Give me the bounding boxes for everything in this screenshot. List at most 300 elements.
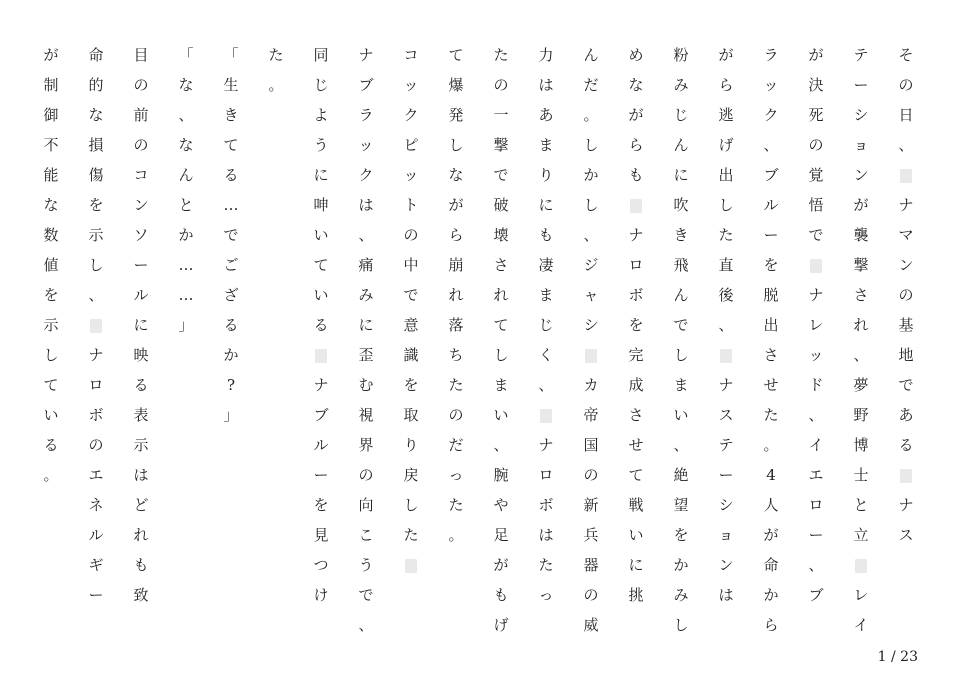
text-character: 、 bbox=[358, 616, 374, 634]
text-character: る bbox=[898, 436, 914, 454]
text-character: っ bbox=[448, 466, 464, 484]
text-character: ョ bbox=[853, 136, 869, 154]
text-character: ク bbox=[358, 166, 374, 184]
text-character: し bbox=[718, 196, 734, 214]
text-character: い bbox=[313, 226, 329, 244]
text-character: 映 bbox=[133, 346, 149, 364]
text-character: ル bbox=[763, 196, 779, 214]
text-character: 中 bbox=[403, 256, 419, 274]
text-character: 、 bbox=[763, 136, 779, 154]
text-character: ピ bbox=[403, 136, 419, 154]
text-character: か bbox=[583, 166, 599, 184]
text-character: り bbox=[538, 166, 554, 184]
text-character: を bbox=[763, 256, 779, 274]
text-character: じ bbox=[538, 316, 554, 334]
text-character: ナ bbox=[808, 286, 824, 304]
text-character: で bbox=[493, 166, 509, 184]
text-character: ク bbox=[763, 106, 779, 124]
text-character: を bbox=[88, 196, 104, 214]
text-character: が bbox=[628, 106, 644, 124]
text-character: 地 bbox=[898, 346, 914, 364]
text-character: 逃 bbox=[718, 106, 734, 124]
text-character: の bbox=[448, 406, 464, 424]
text-character: れ bbox=[133, 526, 149, 544]
text-character: 撃 bbox=[853, 256, 869, 274]
text-character: に bbox=[538, 196, 554, 214]
text-character: の bbox=[493, 76, 509, 94]
text-character: ラ bbox=[763, 46, 779, 64]
text-character: 命 bbox=[88, 46, 104, 64]
text-character: 、 bbox=[538, 376, 554, 394]
text-character: む bbox=[358, 376, 374, 394]
text-character: る bbox=[223, 166, 239, 184]
text-character: 、 bbox=[493, 436, 509, 454]
text-character: 損 bbox=[88, 136, 104, 154]
text-character: ナ bbox=[898, 496, 914, 514]
text-character: 爆 bbox=[448, 76, 464, 94]
text-character: 。 bbox=[448, 526, 464, 544]
text-character: に bbox=[358, 316, 374, 334]
text-column bbox=[174, 40, 198, 340]
text-character: し bbox=[673, 616, 689, 634]
text-character: る bbox=[313, 316, 329, 334]
text-character: 崩 bbox=[448, 256, 464, 274]
text-character: 覚 bbox=[808, 166, 824, 184]
text-character: た bbox=[268, 46, 284, 64]
text-character: 御 bbox=[43, 106, 59, 124]
text-character: に bbox=[673, 166, 689, 184]
text-character: な bbox=[628, 76, 644, 94]
text-character: か bbox=[673, 556, 689, 574]
text-character: や bbox=[493, 496, 509, 514]
text-character: ま bbox=[538, 136, 554, 154]
text-character: シ bbox=[853, 106, 869, 124]
text-character: る bbox=[133, 376, 149, 394]
text-character: 致 bbox=[133, 586, 149, 604]
text-character: 。 bbox=[763, 436, 779, 454]
text-character: で bbox=[898, 376, 914, 394]
text-character: … bbox=[223, 196, 239, 214]
text-character: の bbox=[133, 136, 149, 154]
text-column bbox=[669, 40, 693, 640]
text-character: に bbox=[313, 166, 329, 184]
text-character: 出 bbox=[718, 166, 734, 184]
text-character: 界 bbox=[358, 436, 374, 454]
text-character: の bbox=[583, 586, 599, 604]
redacted-character bbox=[894, 460, 918, 490]
text-character: に bbox=[628, 556, 644, 574]
text-character: 絶 bbox=[673, 466, 689, 484]
text-character: て bbox=[493, 316, 509, 334]
text-character: 、 bbox=[898, 136, 914, 154]
text-character: 識 bbox=[403, 346, 419, 364]
text-column bbox=[894, 40, 918, 550]
text-character: 成 bbox=[628, 376, 644, 394]
text-character: ブ bbox=[313, 406, 329, 424]
text-character: う bbox=[358, 556, 374, 574]
text-character: で bbox=[673, 316, 689, 334]
text-character: が bbox=[718, 46, 734, 64]
text-character: 壊 bbox=[493, 226, 509, 244]
text-character: ご bbox=[223, 256, 239, 274]
text-character: 戦 bbox=[628, 496, 644, 514]
text-character: 示 bbox=[43, 316, 59, 334]
text-character: っ bbox=[538, 586, 554, 604]
text-character: げ bbox=[718, 136, 734, 154]
text-character: 、 bbox=[583, 226, 599, 244]
text-column bbox=[849, 40, 873, 640]
text-character: こ bbox=[358, 526, 374, 544]
text-character: 向 bbox=[358, 496, 374, 514]
text-character: 意 bbox=[403, 316, 419, 334]
text-character: く bbox=[538, 346, 554, 364]
text-character: も bbox=[538, 226, 554, 244]
text-character: で bbox=[223, 226, 239, 244]
text-character: ー bbox=[808, 526, 824, 544]
text-character: ち bbox=[448, 346, 464, 364]
text-character: 制 bbox=[43, 76, 59, 94]
text-character: 撃 bbox=[493, 136, 509, 154]
text-column bbox=[309, 40, 333, 610]
text-character: 4 bbox=[766, 466, 776, 484]
text-character: ? bbox=[226, 376, 236, 394]
text-character: 同 bbox=[313, 46, 329, 64]
text-character: の bbox=[358, 466, 374, 484]
text-character: の bbox=[898, 286, 914, 304]
text-character: し bbox=[583, 136, 599, 154]
text-character: ス bbox=[718, 406, 734, 424]
text-character: の bbox=[88, 436, 104, 454]
text-character: 発 bbox=[448, 106, 464, 124]
redacted-character bbox=[309, 340, 333, 370]
text-character: 戻 bbox=[403, 466, 419, 484]
text-character: が bbox=[763, 526, 779, 544]
text-character: み bbox=[673, 586, 689, 604]
text-column bbox=[804, 40, 828, 610]
text-character: 力 bbox=[538, 46, 554, 64]
text-character: ス bbox=[898, 526, 914, 544]
text-character: 飛 bbox=[673, 256, 689, 274]
text-character: は bbox=[133, 466, 149, 484]
redacted-character bbox=[84, 310, 108, 340]
text-character: 、 bbox=[673, 436, 689, 454]
text-character: れ bbox=[448, 286, 464, 304]
text-character: ら bbox=[628, 136, 644, 154]
text-character: 。 bbox=[43, 466, 59, 484]
text-character: マ bbox=[898, 226, 914, 244]
text-character: 決 bbox=[808, 76, 824, 94]
text-character: い bbox=[493, 406, 509, 424]
text-character: ら bbox=[763, 616, 779, 634]
text-character: ま bbox=[673, 376, 689, 394]
text-column bbox=[489, 40, 513, 640]
text-character: さ bbox=[853, 286, 869, 304]
text-character: … bbox=[178, 286, 194, 304]
text-character: 「 bbox=[178, 46, 194, 64]
text-character: ギ bbox=[88, 556, 104, 574]
text-column bbox=[714, 40, 738, 610]
text-character: て bbox=[313, 256, 329, 274]
text-character: ル bbox=[88, 526, 104, 544]
text-character: れ bbox=[853, 316, 869, 334]
text-character: た bbox=[493, 46, 509, 64]
text-character: 、 bbox=[358, 226, 374, 244]
text-character: の bbox=[133, 76, 149, 94]
text-character: ん bbox=[178, 166, 194, 184]
text-character: じ bbox=[313, 76, 329, 94]
text-character: ん bbox=[583, 46, 599, 64]
text-character: テ bbox=[853, 46, 869, 64]
text-character: ロ bbox=[628, 256, 644, 274]
text-character: 生 bbox=[223, 76, 239, 94]
text-character: 、 bbox=[178, 106, 194, 124]
text-character: ナ bbox=[898, 196, 914, 214]
text-character: 望 bbox=[673, 496, 689, 514]
text-character: は bbox=[538, 526, 554, 544]
text-character: が bbox=[448, 196, 464, 214]
text-character: 取 bbox=[403, 406, 419, 424]
text-character: を bbox=[403, 376, 419, 394]
text-character: だ bbox=[583, 76, 599, 94]
text-character: イ bbox=[808, 436, 824, 454]
text-character: て bbox=[448, 46, 464, 64]
text-character: ャ bbox=[583, 286, 599, 304]
redacted-character bbox=[534, 400, 558, 430]
redacted-character bbox=[894, 160, 918, 190]
text-column bbox=[759, 40, 783, 640]
text-character: 腕 bbox=[493, 466, 509, 484]
text-character: ル bbox=[313, 436, 329, 454]
text-character: 目 bbox=[133, 46, 149, 64]
text-character: 死 bbox=[808, 106, 824, 124]
text-character: 表 bbox=[133, 406, 149, 424]
text-column bbox=[624, 40, 648, 610]
text-character: 足 bbox=[493, 526, 509, 544]
text-column bbox=[444, 40, 468, 550]
text-character: 視 bbox=[358, 406, 374, 424]
text-character: な bbox=[178, 76, 194, 94]
text-character: 完 bbox=[628, 346, 644, 364]
text-character: 襲 bbox=[853, 226, 869, 244]
redacted-character bbox=[714, 340, 738, 370]
text-character: の bbox=[583, 466, 599, 484]
text-character: な bbox=[88, 106, 104, 124]
text-character: た bbox=[718, 226, 734, 244]
text-character: コ bbox=[133, 166, 149, 184]
text-character: う bbox=[313, 136, 329, 154]
text-character: ラ bbox=[358, 106, 374, 124]
text-character: ん bbox=[673, 286, 689, 304]
text-character: 立 bbox=[853, 526, 869, 544]
text-character: シ bbox=[583, 316, 599, 334]
text-character: が bbox=[808, 46, 824, 64]
text-character: ナ bbox=[718, 376, 734, 394]
vertical-text-body bbox=[38, 40, 918, 640]
text-character: け bbox=[313, 586, 329, 604]
text-character: ナ bbox=[358, 46, 374, 64]
text-character: た bbox=[763, 406, 779, 424]
text-character: で bbox=[403, 286, 419, 304]
text-character: 器 bbox=[583, 556, 599, 574]
text-character: さ bbox=[493, 256, 509, 274]
text-character: み bbox=[673, 76, 689, 94]
text-character: ッ bbox=[808, 346, 824, 364]
text-character: ー bbox=[313, 466, 329, 484]
text-character: げ bbox=[493, 616, 509, 634]
text-character: て bbox=[223, 136, 239, 154]
text-character: 、 bbox=[808, 556, 824, 574]
text-character: も bbox=[628, 166, 644, 184]
text-character: ッ bbox=[763, 76, 779, 94]
text-character: か bbox=[223, 346, 239, 364]
text-character: 粉 bbox=[673, 46, 689, 64]
text-character: さ bbox=[763, 346, 779, 364]
text-character: と bbox=[178, 196, 194, 214]
text-character: ー bbox=[718, 466, 734, 484]
text-character: ロ bbox=[88, 376, 104, 394]
text-character: あ bbox=[538, 106, 554, 124]
text-character: を bbox=[628, 316, 644, 334]
text-character: 示 bbox=[88, 226, 104, 244]
text-column bbox=[534, 40, 558, 610]
text-character: 」 bbox=[223, 406, 239, 424]
text-character: ま bbox=[493, 376, 509, 394]
redacted-character bbox=[579, 340, 603, 370]
text-character: ブ bbox=[808, 586, 824, 604]
text-character: ボ bbox=[538, 496, 554, 514]
text-character: み bbox=[358, 286, 374, 304]
text-character: に bbox=[133, 316, 149, 334]
text-character: 能 bbox=[43, 166, 59, 184]
text-column bbox=[399, 40, 423, 580]
text-character: 値 bbox=[43, 256, 59, 274]
text-character: ナ bbox=[88, 346, 104, 364]
text-character: 凄 bbox=[538, 256, 554, 274]
text-character: 吹 bbox=[673, 196, 689, 214]
text-character: は bbox=[358, 196, 374, 214]
text-character: る bbox=[43, 436, 59, 454]
text-character: 、 bbox=[88, 286, 104, 304]
text-character: 後 bbox=[718, 286, 734, 304]
text-character: 挑 bbox=[628, 586, 644, 604]
text-character: は bbox=[718, 586, 734, 604]
text-character: 数 bbox=[43, 226, 59, 244]
text-character: し bbox=[583, 196, 599, 214]
text-character: 、 bbox=[808, 406, 824, 424]
text-character: あ bbox=[898, 406, 914, 424]
text-character: ざ bbox=[223, 286, 239, 304]
text-character: の bbox=[403, 226, 419, 244]
text-character: か bbox=[763, 586, 779, 604]
text-character: ど bbox=[133, 496, 149, 514]
text-character: 基 bbox=[898, 316, 914, 334]
text-character: ン bbox=[718, 556, 734, 574]
text-character: ナ bbox=[538, 436, 554, 454]
text-character: ン bbox=[853, 166, 869, 184]
text-character: い bbox=[313, 286, 329, 304]
text-character: 兵 bbox=[583, 526, 599, 544]
text-character: し bbox=[448, 136, 464, 154]
text-character: 傷 bbox=[88, 166, 104, 184]
text-character: ら bbox=[718, 76, 734, 94]
text-column bbox=[129, 40, 153, 610]
text-character: し bbox=[88, 256, 104, 274]
page-number: 1 / 23 bbox=[877, 649, 918, 665]
text-character: ま bbox=[538, 286, 554, 304]
redacted-character bbox=[624, 190, 648, 220]
text-character: レ bbox=[808, 316, 824, 334]
text-character: エ bbox=[808, 466, 824, 484]
text-character: 、 bbox=[718, 316, 734, 334]
text-character: ッ bbox=[358, 136, 374, 154]
text-character: テ bbox=[718, 436, 734, 454]
text-character: し bbox=[43, 346, 59, 364]
text-character: で bbox=[808, 226, 824, 244]
text-character: 前 bbox=[133, 106, 149, 124]
text-character: し bbox=[403, 496, 419, 514]
text-column bbox=[84, 40, 108, 610]
redacted-character bbox=[804, 250, 828, 280]
text-character: が bbox=[493, 556, 509, 574]
text-character: レ bbox=[853, 586, 869, 604]
text-character: ら bbox=[448, 226, 464, 244]
text-character: 士 bbox=[853, 466, 869, 484]
text-character: り bbox=[403, 436, 419, 454]
text-column bbox=[219, 40, 243, 430]
text-character: い bbox=[43, 406, 59, 424]
text-character: 示 bbox=[133, 436, 149, 454]
text-character: 見 bbox=[313, 526, 329, 544]
text-character: カ bbox=[583, 376, 599, 394]
text-character: が bbox=[853, 196, 869, 214]
text-column bbox=[39, 40, 63, 490]
text-character: ボ bbox=[628, 286, 644, 304]
text-character: ソ bbox=[133, 226, 149, 244]
text-character: つ bbox=[313, 556, 329, 574]
text-character: ロ bbox=[808, 496, 824, 514]
text-character: よ bbox=[313, 106, 329, 124]
text-character: ッ bbox=[403, 166, 419, 184]
text-character: な bbox=[178, 136, 194, 154]
text-character: る bbox=[223, 316, 239, 334]
text-character: 野 bbox=[853, 406, 869, 424]
text-character: き bbox=[673, 226, 689, 244]
text-character: ッ bbox=[403, 76, 419, 94]
text-character: ジ bbox=[583, 256, 599, 274]
text-character: 破 bbox=[493, 196, 509, 214]
text-character: コ bbox=[403, 46, 419, 64]
text-character: た bbox=[448, 376, 464, 394]
text-character: … bbox=[178, 256, 194, 274]
text-character: な bbox=[43, 196, 59, 214]
text-character: 。 bbox=[268, 76, 284, 94]
text-character: エ bbox=[88, 466, 104, 484]
text-character: ロ bbox=[538, 466, 554, 484]
text-character: れ bbox=[493, 286, 509, 304]
text-character: ナ bbox=[313, 376, 329, 394]
text-character: せ bbox=[628, 436, 644, 454]
text-column bbox=[354, 40, 378, 640]
text-character: 命 bbox=[763, 556, 779, 574]
text-character: の bbox=[808, 136, 824, 154]
text-character: ド bbox=[808, 376, 824, 394]
text-character: 夢 bbox=[853, 376, 869, 394]
text-character: 人 bbox=[763, 496, 779, 514]
text-character: 博 bbox=[853, 436, 869, 454]
text-character: 」 bbox=[178, 316, 194, 334]
text-character: ル bbox=[133, 286, 149, 304]
text-character: し bbox=[493, 346, 509, 364]
